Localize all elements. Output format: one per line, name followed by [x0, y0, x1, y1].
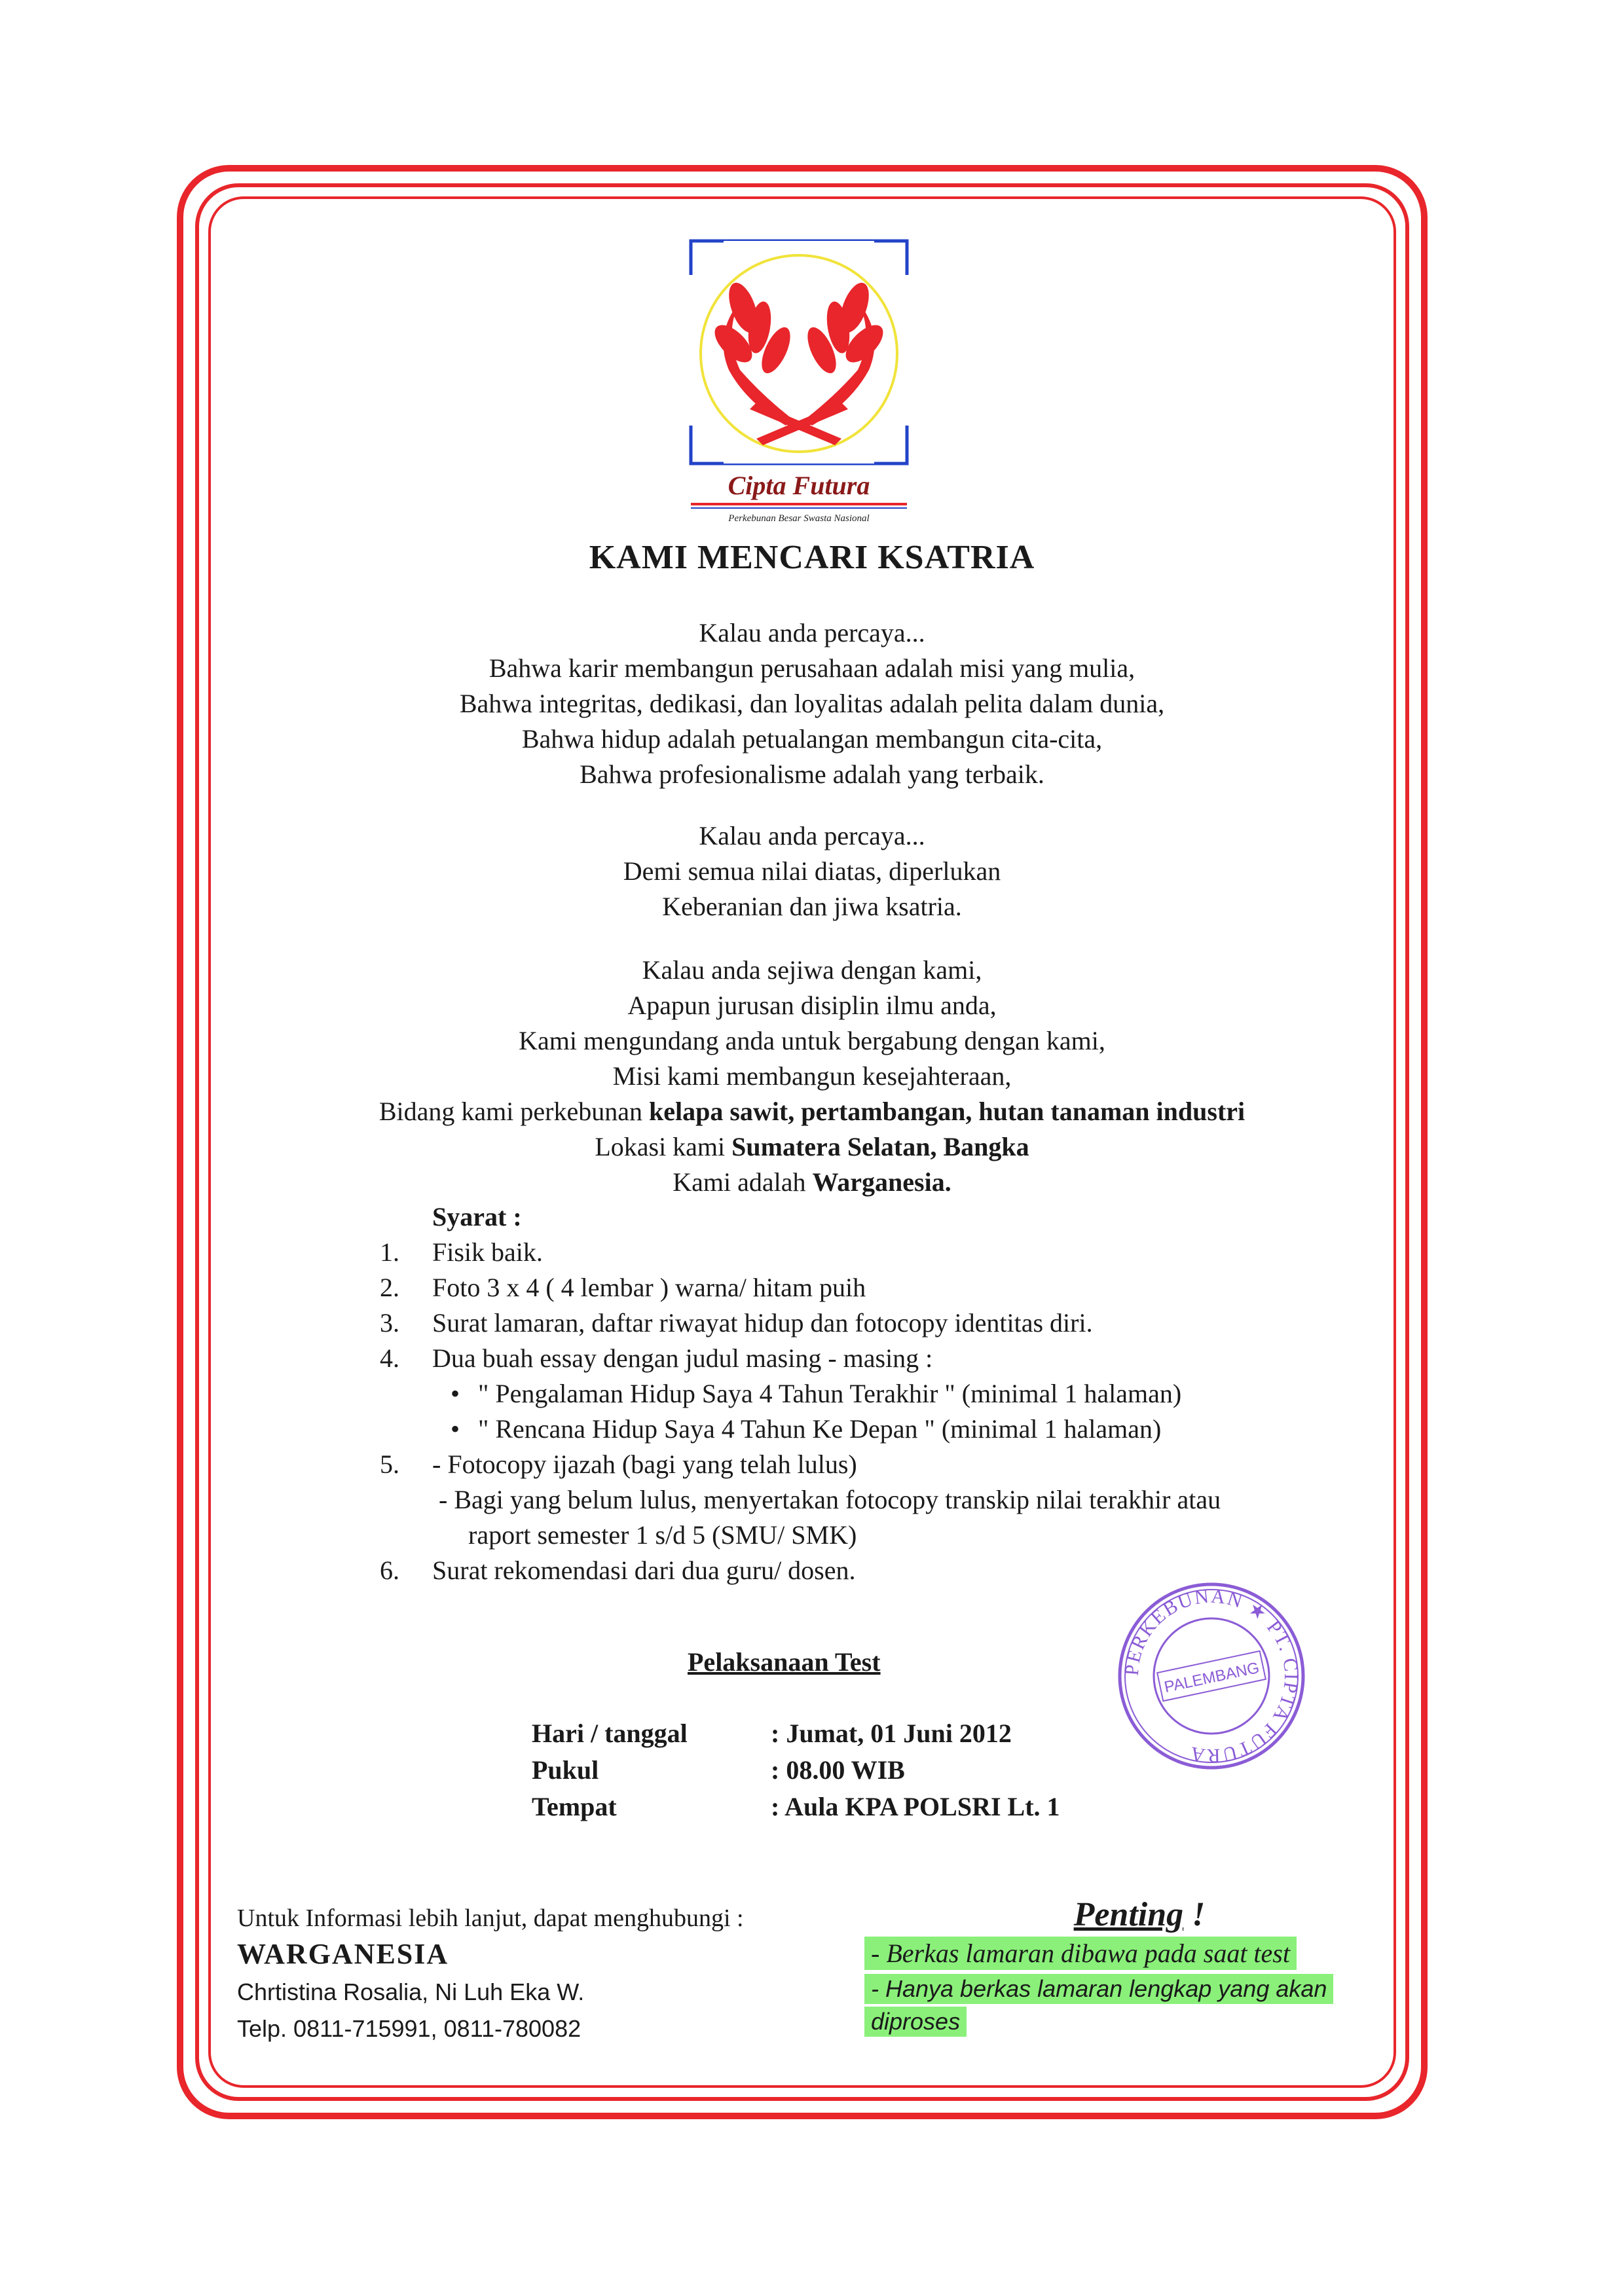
important-line-3: diproses: [864, 2007, 967, 2037]
paragraph-2: [196, 818, 1428, 924]
logo-subtitle: Perkebunan Besar Swasta Nasional: [728, 513, 870, 524]
paragraph-2-line: Demi semua nilai diatas, diperlukan: [623, 856, 1001, 886]
contact-org: WARGANESIA: [237, 1938, 449, 1970]
fields-prefix: Bidang kami perkebunan: [378, 1097, 649, 1126]
schedule-row: [532, 1789, 1060, 1825]
logo-brand-text: Cipta Futura: [728, 471, 870, 500]
contact-names: Chrtistina Rosalia, Ni Luh Eka W.: [237, 1978, 585, 2005]
list-item: [367, 1235, 1362, 1270]
location-prefix: Lokasi kami: [595, 1132, 732, 1161]
list-continuation: - Bagi yang belum lulus, menyertakan fotocopy transkip nilai terakhir atau: [439, 1485, 1221, 1514]
fields-bold: kelapa sawit, pertambangan, hutan tanaman industri: [648, 1097, 1246, 1126]
requirements-list: [367, 1199, 1362, 1588]
important-line-1: - Berkas lamaran dibawa pada saat test: [864, 1937, 1297, 1970]
bullet-icon: •: [450, 1414, 460, 1444]
list-text: Surat rekomendasi dari dua guru/ dosen.: [432, 1556, 856, 1585]
schedule-value: : Jumat, 01 Juni 2012: [771, 1719, 1012, 1748]
paragraph-3-line: [196, 1129, 1428, 1165]
company-stamp: [1113, 1578, 1310, 1774]
requirements-heading: Syarat :: [432, 1202, 522, 1231]
list-continuation: raport semester 1 s/d 5 (SMU/ SMK): [468, 1520, 857, 1550]
list-item: [367, 1305, 1362, 1341]
list-text: - Fotocopy ijazah (bagi yang telah lulus): [432, 1449, 857, 1479]
paragraph-1-line: Bahwa karir membangun perusahaan adalah misi yang mulia,: [489, 653, 1135, 683]
company-logo: [678, 229, 920, 527]
paragraph-2-line: Keberanian dan jiwa ksatria.: [662, 892, 962, 921]
stamp-center-text: PALEMBANG: [1162, 1658, 1261, 1696]
schedule-label: Hari / tanggal: [532, 1719, 688, 1748]
paragraph-3-line: Misi kami membangun kesejahteraan,: [612, 1061, 1012, 1091]
schedule-label: Tempat: [532, 1792, 617, 1821]
schedule-value: : Aula KPA POLSRI Lt. 1: [771, 1792, 1060, 1821]
stamp-outer-text: PERKEBUNAN ★ PT. CIPTA FUTURA: [1120, 1585, 1302, 1767]
list-number: 5.: [380, 1449, 399, 1479]
list-bullet-item: [367, 1412, 1362, 1447]
important-notice: [864, 1895, 1414, 2037]
paragraph-3-line: Apapun jurusan disiplin ilmu anda,: [627, 991, 997, 1020]
important-heading: [864, 1895, 1414, 1934]
list-number: 4.: [380, 1343, 399, 1373]
list-item: [367, 1270, 1362, 1305]
schedule-title: Pelaksanaan Test: [688, 1647, 881, 1677]
paragraph-1-line: Bahwa hidup adalah petualangan membangun cita-cita,: [521, 724, 1103, 754]
important-line-2: - Hanya berkas lamaran lengkap yang akan: [864, 1974, 1333, 2004]
contact-phone: Telp. 0811-715991, 0811-780082: [237, 2015, 581, 2042]
schedule-table: [532, 1715, 1060, 1825]
location-bold: Sumatera Selatan, Bangka: [731, 1132, 1029, 1161]
list-item: [367, 1447, 1362, 1482]
contact-block: [237, 1902, 744, 2047]
paragraph-3-line: [196, 1165, 1428, 1200]
list-text: Surat lamaran, daftar riwayat hidup dan fotocopy identitas diri.: [432, 1308, 1093, 1338]
paragraph-3-line: Kalau anda sejiwa dengan kami,: [642, 955, 982, 985]
bullet-icon: •: [450, 1379, 460, 1408]
list-text: Foto 3 x 4 ( 4 lembar ) warna/ hitam puih: [432, 1273, 866, 1302]
schedule-row: [532, 1715, 1060, 1752]
paragraph-2-line: Kalau anda percaya...: [699, 821, 925, 850]
paragraph-1: [196, 615, 1428, 792]
list-bullet-item: [367, 1376, 1362, 1412]
list-number: 6.: [380, 1556, 399, 1585]
identity-bold: Warganesia.: [812, 1167, 951, 1197]
paragraph-1-line: Bahwa profesionalisme adalah yang terbaik.: [580, 759, 1044, 789]
paragraph-1-line: Kalau anda percaya...: [699, 618, 925, 647]
paragraph-3: [196, 953, 1428, 1200]
schedule-label: Pukul: [532, 1755, 599, 1785]
list-text: Dua buah essay dengan judul masing - masing :: [432, 1343, 933, 1373]
schedule-value: : 08.00 WIB: [771, 1755, 905, 1785]
page-title: KAMI MENCARI KSATRIA: [589, 539, 1035, 576]
list-text: Fisik baik.: [432, 1237, 543, 1267]
schedule-row: [532, 1752, 1060, 1789]
important-heading-text: Penting: [1073, 1896, 1184, 1933]
paragraph-3-line: [196, 1094, 1428, 1129]
list-item: [367, 1341, 1362, 1376]
list-text: " Pengalaman Hidup Saya 4 Tahun Terakhir " (minimal 1 halaman): [478, 1379, 1182, 1408]
list-number: 2.: [380, 1273, 399, 1302]
list-text: " Rencana Hidup Saya 4 Tahun Ke Depan " (minimal 1 halaman): [478, 1414, 1162, 1444]
identity-prefix: Kami adalah: [673, 1167, 813, 1197]
paragraph-1-line: Bahwa integritas, dedikasi, dan loyalitas adalah pelita dalam dunia,: [459, 689, 1165, 718]
list-number: 1.: [380, 1237, 399, 1267]
paragraph-3-line: Kami mengundang anda untuk bergabung dengan kami,: [519, 1026, 1105, 1055]
important-heading-mark: !: [1183, 1896, 1206, 1933]
list-number: 3.: [380, 1308, 399, 1338]
contact-info: Untuk Informasi lebih lanjut, dapat menghubungi :: [237, 1904, 744, 1932]
